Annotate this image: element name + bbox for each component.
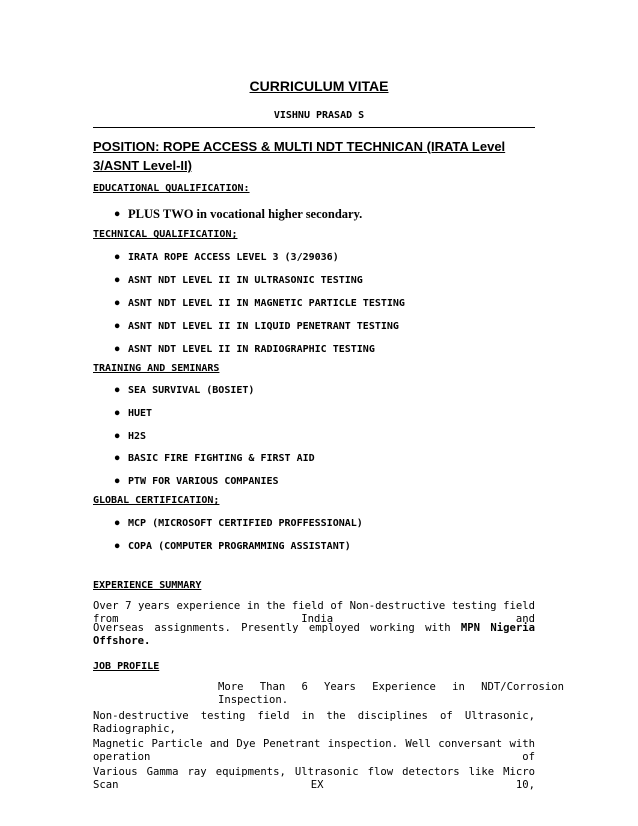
- experience-line: Overseas assignments. Presently employed working with MPN Nigeria Offshore.: [93, 622, 535, 647]
- experience-heading: EXPERIENCE SUMMARY: [93, 580, 202, 591]
- job-profile-line: Various Gamma ray equipments, Ultrasonic flow detectors like Micro Scan EX 10,: [93, 766, 535, 791]
- job-profile-line: More Than 6 Years Experience in NDT/Corrosion Inspection.: [218, 681, 564, 706]
- bullet-icon: •: [113, 384, 122, 399]
- education-heading: EDUCATIONAL QUALIFICATION:: [93, 183, 250, 194]
- training-heading: TRAINING AND SEMINARS: [93, 363, 220, 374]
- position-line-2: 3/ASNT Level-II): [93, 158, 192, 173]
- employer-name: MPN Nigeria Offshore.: [93, 622, 535, 647]
- global-heading: GLOBAL CERTIFICATION;: [93, 495, 220, 506]
- bullet-icon: •: [113, 475, 122, 490]
- bullet-icon: •: [113, 208, 122, 223]
- bullet-icon: •: [113, 343, 122, 358]
- bullet-icon: •: [113, 320, 122, 335]
- technical-heading: TECHNICAL QUALIFICATION;: [93, 229, 238, 240]
- bullet-icon: •: [113, 407, 122, 422]
- bullet-icon: •: [113, 274, 122, 289]
- position-line-1: POSITION: ROPE ACCESS & MULTI NDT TECHNICAN (IRATA Level: [93, 139, 506, 154]
- position-title: [93, 137, 543, 175]
- header-divider: [93, 127, 535, 128]
- bullet-icon: •: [113, 517, 122, 532]
- bullet-icon: •: [113, 297, 122, 312]
- resume-page: CURRICULUM VITAE VISHNU PRASAD S POSITION: ROPE ACCESS & MULTI NDT TECHNICAN (IRATA Level 3/ASNT Level-II) EDUCATIONAL QUALIFICATION: • PLUS TWO in vocational higher secondary. TECHNICAL QUALIFICATION; • IRATA ROPE ACCESS LEVEL 3 (3/29036) • ASNT NDT LEVEL II IN ULTRASONIC TESTING • ASNT NDT LEVEL II IN MAGNETIC PARTICLE TESTING • ASNT NDT LEVEL II IN LIQUID PENETRANT TESTING • ASNT NDT LEVEL II IN RADIOGRAPHIC TESTING TRAINING AND SEMINARS • SEA SURVIVAL (BOSIET) • HUET • H2S • BASIC FIRE FIGHTING & FIRST AID • PTW FOR VARIOUS COMPANIES GLOBAL CERTIFICATION; • MCP (MICROSOFT CERTIFIED PROFFESSIONAL) • COPA (COMPUTER PROGRAMMING ASSISTANT) EXPERIENCE SUMMARY Over 7 years experience in the field of Non-destructive testing field from India and Overseas assignments. Presently employed working with MPN Nigeria Offshore. JOB PROFILE More Than 6 Years Experience in NDT/Corrosion Inspection. Non-destructive testing field in the disciplines of Ultrasonic, Radiographic, Magnetic Particle and Dye Penetrant inspection. Well conversant with operation of Various Gamma ray equipments, Ultrasonic flow detectors like Micro Scan EX 10,: [0, 0, 638, 826]
- job-profile-heading: JOB PROFILE: [93, 661, 160, 672]
- document-title: CURRICULUM VITAE: [249, 78, 389, 94]
- bullet-icon: •: [113, 540, 122, 555]
- job-profile-line: Non-destructive testing field in the disciplines of Ultrasonic, Radiographic,: [93, 710, 535, 735]
- bullet-icon: •: [113, 251, 122, 266]
- experience-line: Over 7 years experience in the field of Non-destructive testing field from India and: [93, 600, 535, 625]
- job-profile-line: Magnetic Particle and Dye Penetrant inspection. Well conversant with operation of: [93, 738, 535, 763]
- candidate-name: VISHNU PRASAD S: [273, 110, 365, 121]
- bullet-icon: •: [113, 430, 122, 445]
- bullet-icon: •: [113, 452, 122, 467]
